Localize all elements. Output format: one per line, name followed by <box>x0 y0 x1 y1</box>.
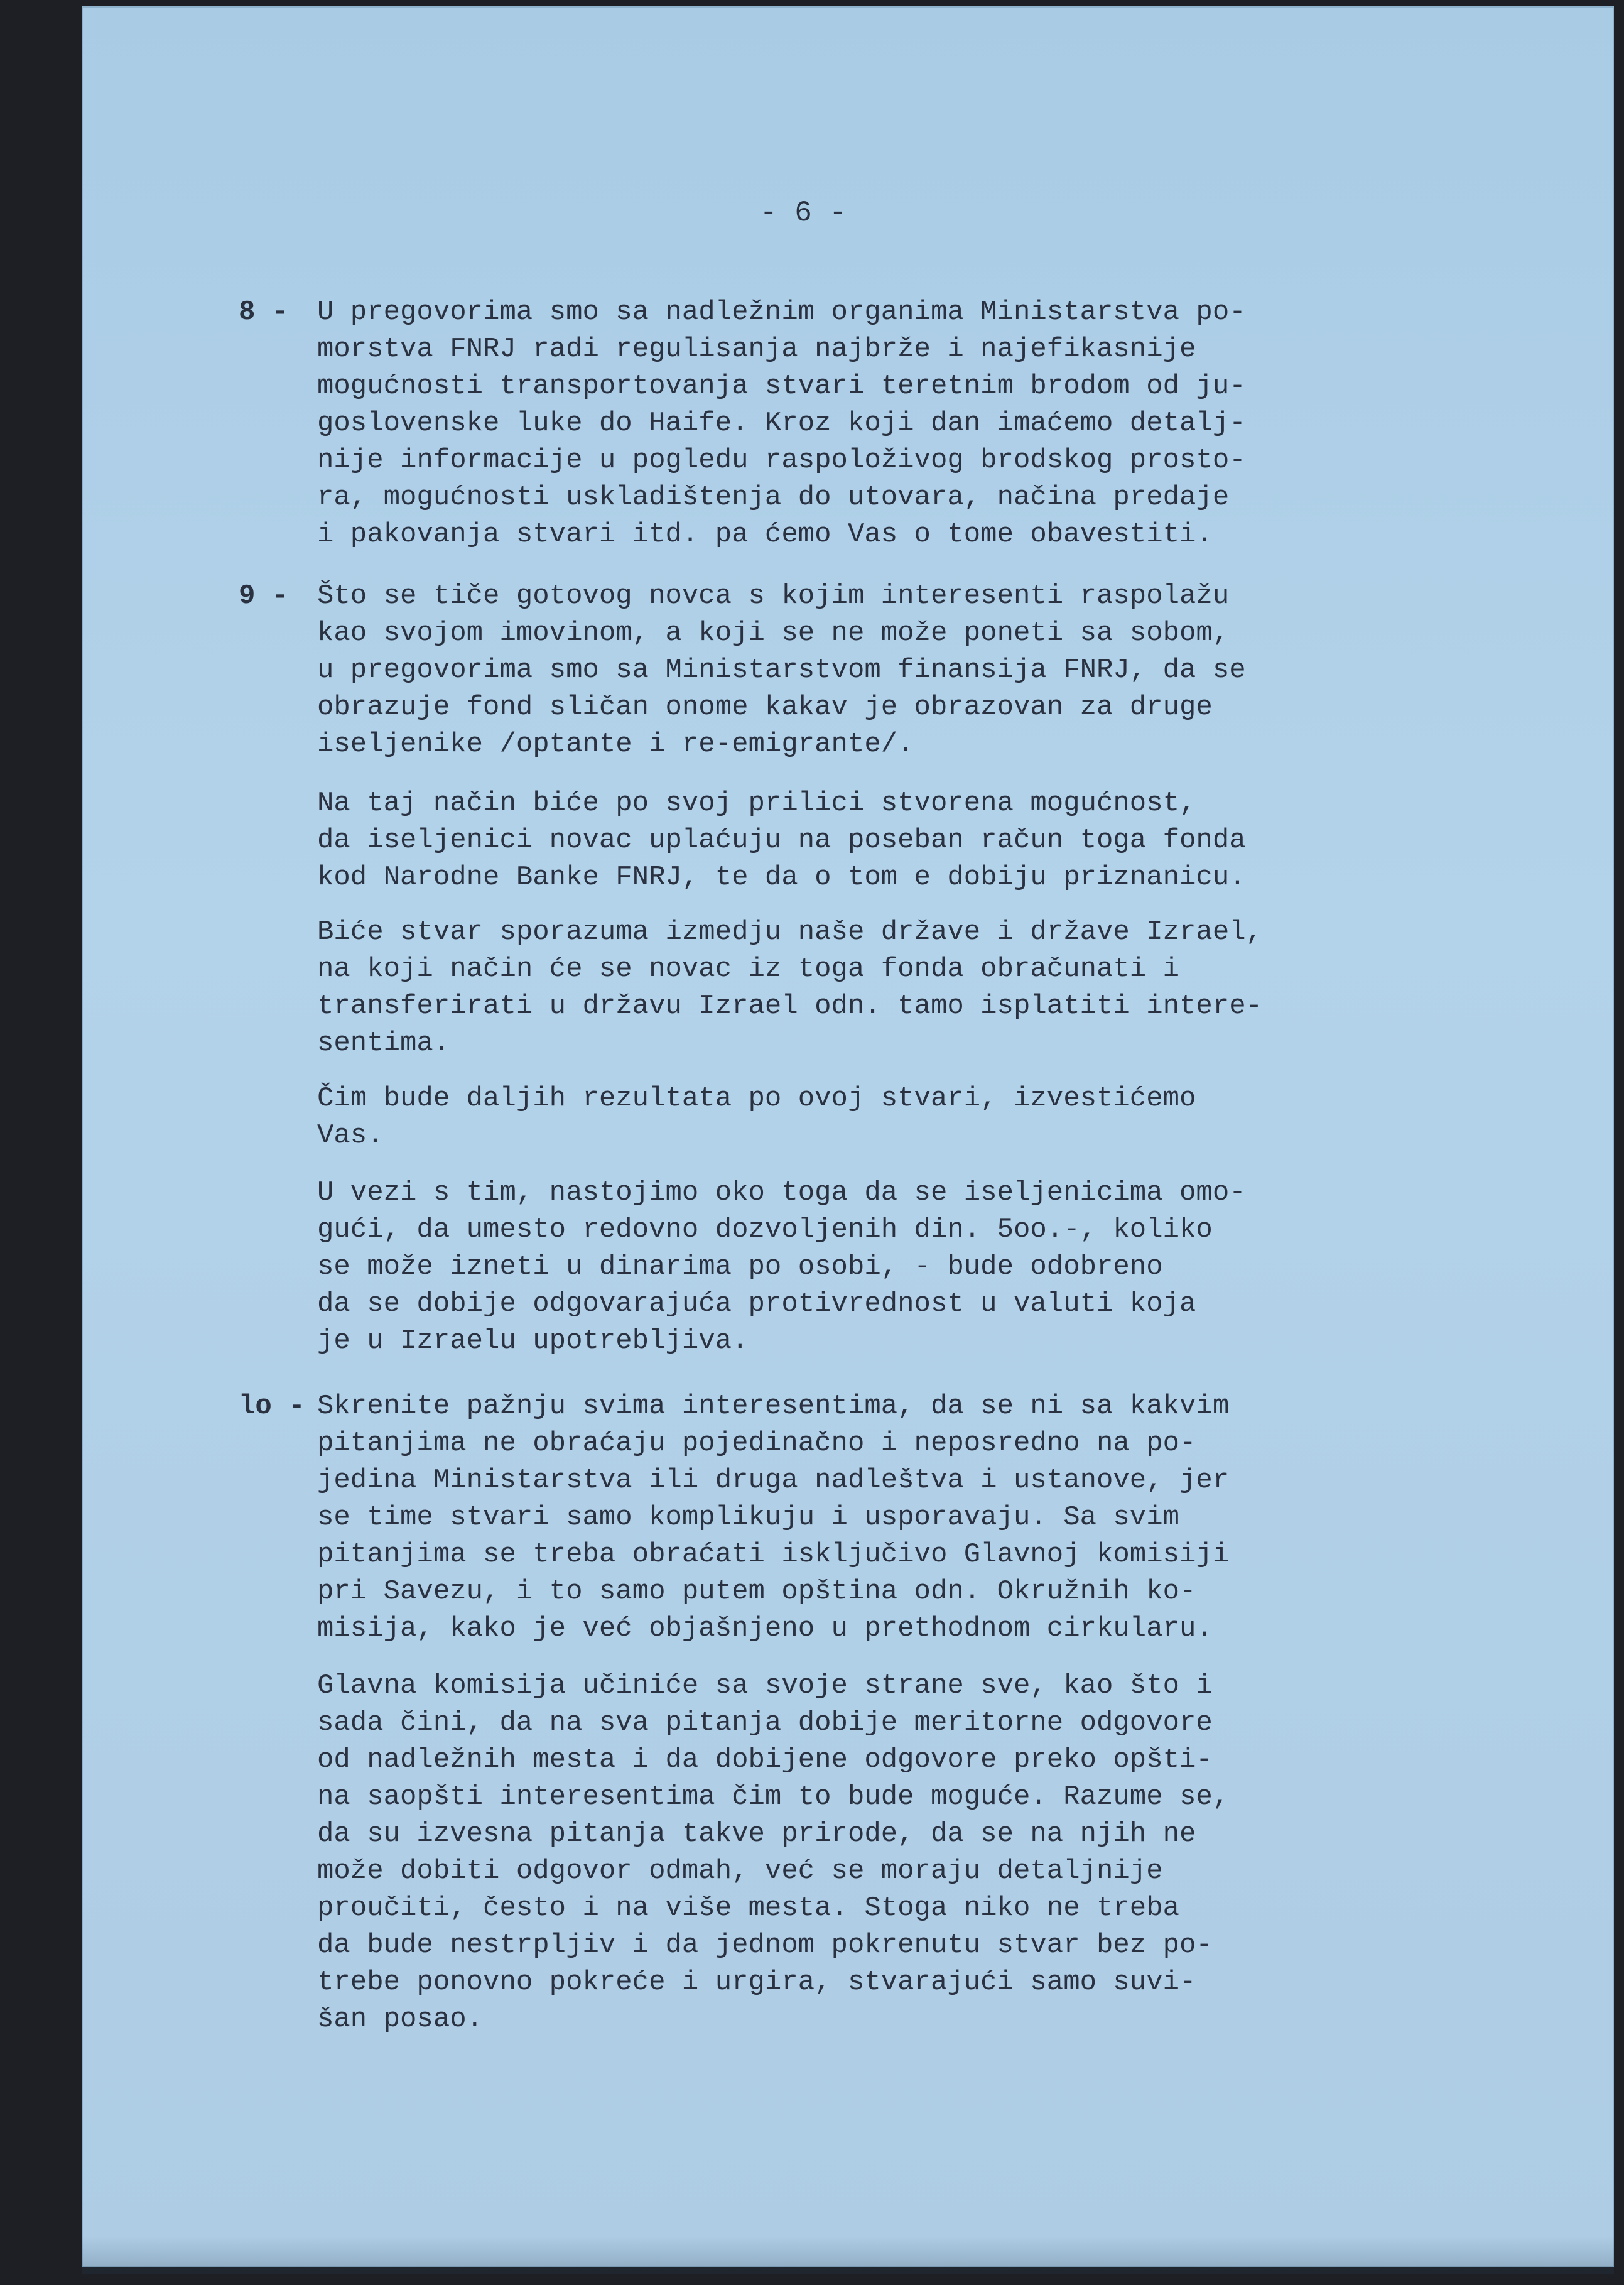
page-bottom-shadow <box>82 2236 1614 2274</box>
item-10-paragraph-2: Glavna komisija učiniće sa svoje strane sve, kao što i sada čini, da na sva pitanja dobije meritorne odgovore od nadležnih mesta i da dobijene odgovore preko opšti- na saopšti interesentima čim to bude moguće. Razume se, da su izvesna pitanja takve prirode, da se na njih ne može dobiti odgovor odmah, već se moraju detaljnije proučiti, često i na više mesta. Stoga niko ne treba da bude nestrpljiv i da jednom pokrenutu stvar bez po- trebe ponovno pokreće i urgira, stvarajući samo suvi- šan posao. <box>317 1670 1230 2035</box>
item-number-8: 8 - <box>239 296 289 328</box>
item-9-paragraph-2: Na taj način biće po svoj prilici stvorena mogućnost, da iseljenici novac uplaćuju na poseban račun toga fonda kod Narodne Banke FNRJ, te da o tom e dobiju priznanicu. <box>317 788 1246 893</box>
item-number-9: 9 - <box>239 580 289 612</box>
item-9-paragraph-1: Što se tiče gotovog novca s kojim interesenti raspolažu kao svojom imovinom, a koji se ne može poneti sa sobom, u pregovorima smo sa Ministarstvom finansija FNRJ, da se obrazuje fond sličan onome kakav je obrazovan za druge iseljenike /optante i re-emigrante/. <box>317 580 1246 760</box>
item-8-paragraph-1: U pregovorima smo sa nadležnim organima Ministarstva po- morstva FNRJ radi regulisanja najbrže i najefikasnije mogućnosti transportovanja stvari teretnim brodom od ju- goslovenske luke do Haife. Kroz koji dan imaćemo detalj- nije informacije u pogledu raspoloživog brodskog prosto- ra, mogućnosti uskladištenja do utovara, načina predaje i pakovanja stvari itd. pa ćemo Vas o tome obavestiti. <box>317 296 1246 550</box>
item-9-paragraph-4: Čim bude daljih rezultata po ovoj stvari, izvestićemo Vas. <box>317 1083 1196 1151</box>
item-number-10: lo - <box>239 1391 305 1422</box>
page-number: - 6 - <box>760 197 847 229</box>
item-9-paragraph-3: Biće stvar sporazuma izmedju naše države i države Izrael, na koji način će se novac iz toga fonda obračunati i transferirati u državu Izrael odn. tamo isplatiti intere- sentima. <box>317 916 1263 1059</box>
item-9-paragraph-5: U vezi s tim, nastojimo oko toga da se iseljenicima omo- gući, da umesto redovno dozvoljenih din. 5oo.-, koliko se može izneti u dinarima po osobi, - bude odobreno da se dobije odgovarajuća protivrednost u valuti koja je u Izraelu upotrebljiva. <box>317 1177 1246 1357</box>
item-10-paragraph-1: Skrenite pažnju svima interesentima, da se ni sa kakvim pitanjima ne obraćaju pojedinačno i neposredno na po- jedina Ministarstva ili druga nadleštva i ustanove, jer se time stvari samo komplikuju i usporavaju. Sa svim pitanjima se treba obraćati isključivo Glavnoj komisiji pri Savezu, i to samo putem opština odn. Okružnih ko- misija, kako je već objašnjeno u prethodnom cirkularu. <box>317 1391 1230 1644</box>
